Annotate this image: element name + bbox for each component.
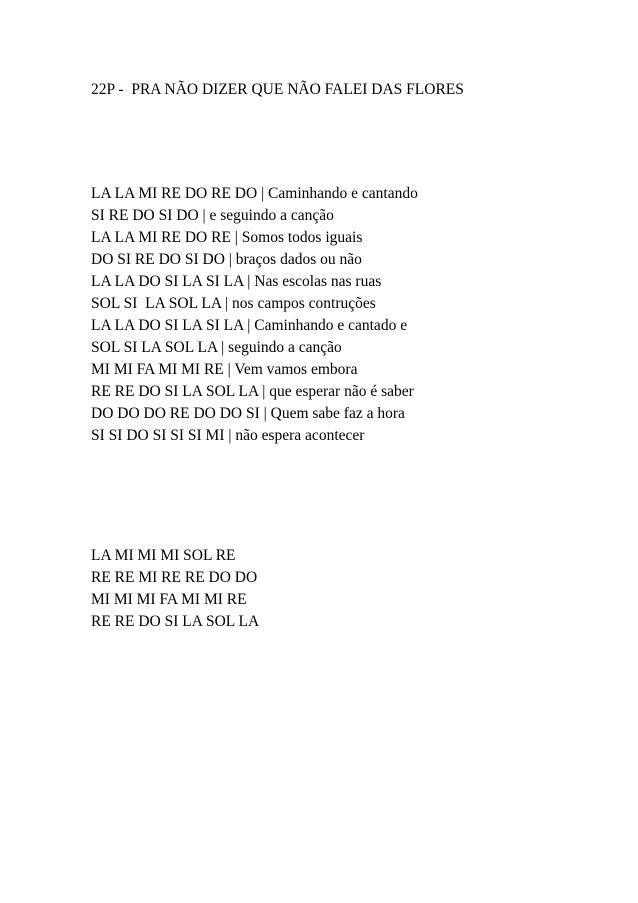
verse-line: SI SI DO SI SI SI MI | não espera acontecer xyxy=(91,427,365,444)
verse-line: SOL SI LA SOL LA | seguindo a canção xyxy=(91,339,342,356)
notes-line: LA MI MI MI SOL RE xyxy=(91,547,236,564)
notes-line: MI MI MI FA MI MI RE xyxy=(91,591,247,608)
verse-line: LA LA MI RE DO RE DO | Caminhando e cantando xyxy=(91,185,418,202)
verse-line: SOL SI LA SOL LA | nos campos contruções xyxy=(91,295,376,312)
verse-line: LA LA DO SI LA SI LA | Nas escolas nas ruas xyxy=(91,273,382,290)
song-title: 22P - PRA NÃO DIZER QUE NÃO FALEI DAS FLORES xyxy=(91,81,464,98)
verse-line: DO SI RE DO SI DO | braços dados ou não xyxy=(91,251,362,268)
notes-line: RE RE MI RE RE DO DO xyxy=(91,569,258,586)
verse-line: LA LA MI RE DO RE | Somos todos iguais xyxy=(91,229,363,246)
verse-list xyxy=(91,183,418,447)
verse-line: MI MI FA MI MI RE | Vem vamos embora xyxy=(91,361,358,378)
notes-line: RE RE DO SI LA SOL LA xyxy=(91,613,260,630)
verse-line: RE RE DO SI LA SOL LA | que esperar não é saber xyxy=(91,383,414,400)
notes-list xyxy=(91,545,259,633)
verse-line: DO DO DO RE DO DO SI | Quem sabe faz a hora xyxy=(91,405,405,422)
verse-line: LA LA DO SI LA SI LA | Caminhando e cantado e xyxy=(91,317,408,334)
verse-line: SI RE DO SI DO | e seguindo a canção xyxy=(91,207,334,224)
